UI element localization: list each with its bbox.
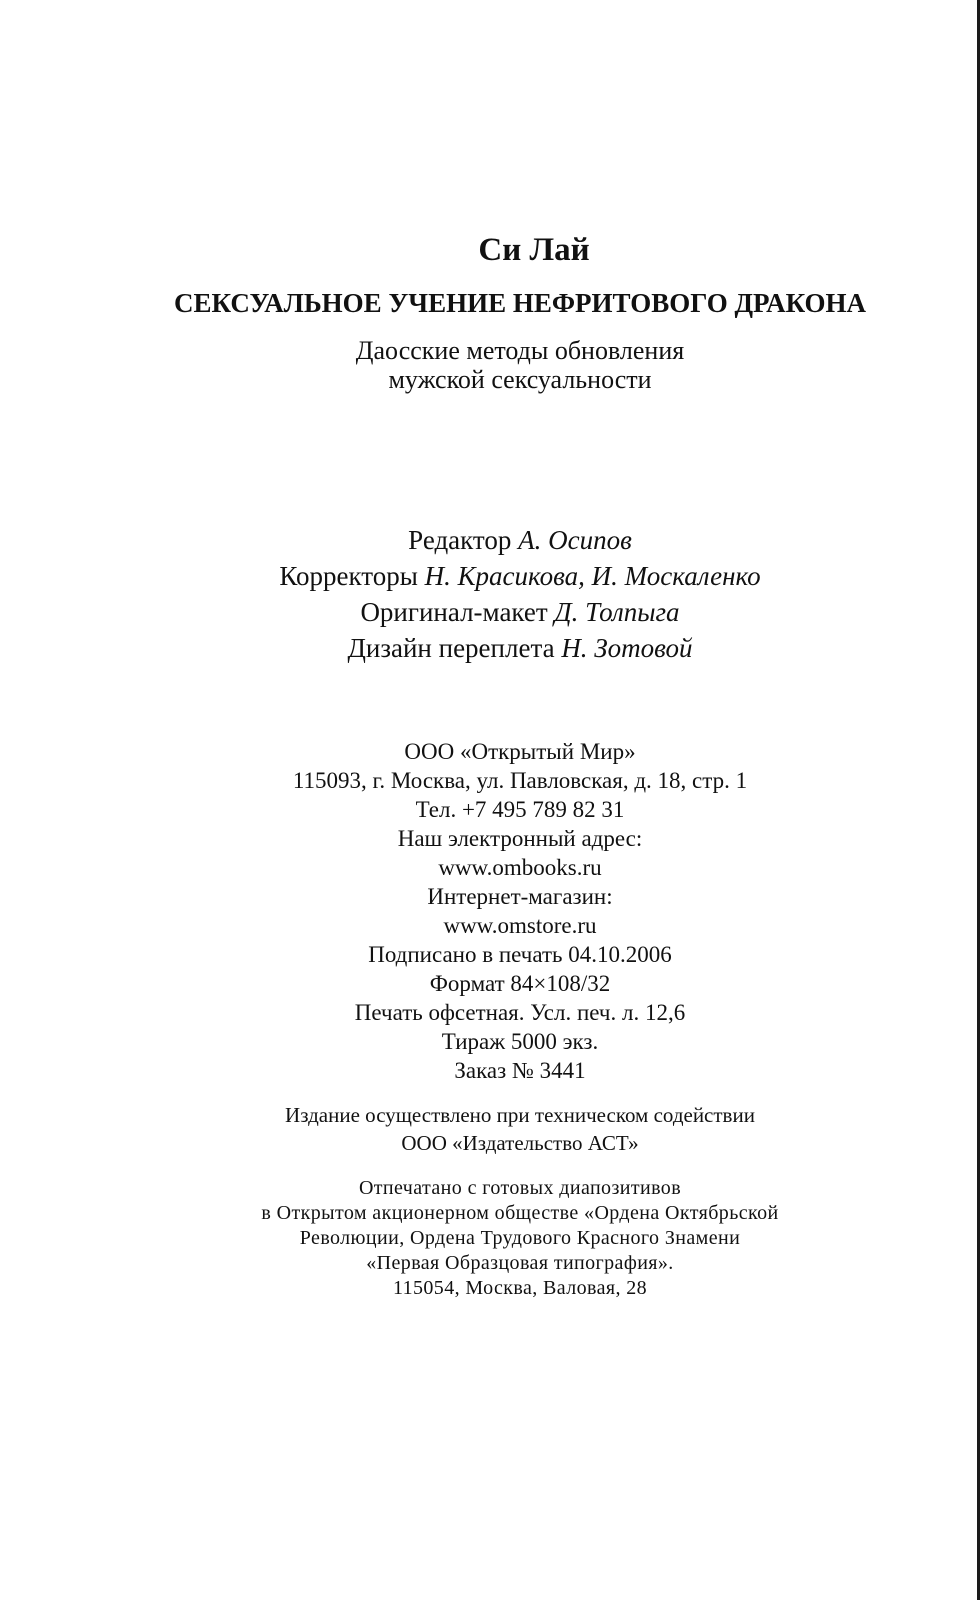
printing-info-line-2: в Открытом акционерном обществе «Ордена Октябрьской bbox=[261, 1202, 779, 1224]
imprint-order-number: Заказ № 3441 bbox=[454, 1058, 586, 1083]
imprint-address: 115093, г. Москва, ул. Павловская, д. 18, стр. 1 bbox=[292, 768, 748, 793]
imprint-phone: Тел. +7 495 789 82 31 bbox=[415, 797, 625, 822]
credit-role: Корректоры bbox=[279, 561, 418, 591]
credit-role: Дизайн переплета bbox=[347, 633, 555, 663]
imprint-format: Формат 84×108/32 bbox=[429, 971, 611, 996]
credit-editor bbox=[30, 527, 980, 554]
technical-support-line-1: Издание осуществлено при техническом содействии bbox=[285, 1103, 755, 1127]
printing-info-line-3: Революции, Ордена Трудового Красного Знамени bbox=[299, 1227, 741, 1249]
credit-name: Д. Толпыга bbox=[554, 597, 680, 627]
credit-name: А. Осипов bbox=[518, 525, 632, 555]
book-author: Си Лай bbox=[478, 232, 590, 268]
book-subtitle-line-2: мужской сексуальности bbox=[388, 365, 652, 394]
credit-cover-design bbox=[30, 635, 980, 662]
credit-name: Н. Красикова, И. Москаленко bbox=[424, 561, 761, 591]
imprint-print-run: Тираж 5000 экз. bbox=[441, 1029, 599, 1054]
printing-info-line-5: 115054, Москва, Валовая, 28 bbox=[392, 1277, 648, 1299]
credit-name: Н. Зотовой bbox=[561, 633, 693, 663]
imprint-email-label: Наш электронный адрес: bbox=[397, 826, 643, 851]
credit-role: Оригинал-макет bbox=[360, 597, 548, 627]
imprint-print-type: Печать офсетная. Усл. печ. л. 12,6 bbox=[354, 1000, 686, 1025]
imprint-store-label: Интернет-магазин: bbox=[427, 884, 613, 909]
credit-role: Редактор bbox=[408, 525, 512, 555]
imprint-store-url: www.omstore.ru bbox=[443, 913, 597, 938]
book-subtitle-line-1: Даосские методы обновления bbox=[355, 336, 685, 365]
imprint-publisher: ООО «Открытый Мир» bbox=[404, 739, 636, 764]
printing-info-line-4: «Первая Образцовая типография». bbox=[366, 1252, 674, 1274]
book-title: СЕКСУАЛЬНОЕ УЧЕНИЕ НЕФРИТОВОГО ДРАКОНА bbox=[174, 288, 866, 318]
printing-info-line-1: Отпечатано с готовых диапозитивов bbox=[358, 1177, 682, 1199]
credit-proofreaders bbox=[30, 563, 980, 590]
imprint-website: www.ombooks.ru bbox=[438, 855, 602, 880]
imprint-signed-date: Подписано в печать 04.10.2006 bbox=[368, 942, 672, 967]
credit-layout bbox=[30, 599, 980, 626]
technical-support-line-2: ООО «Издательство АСТ» bbox=[401, 1131, 639, 1155]
